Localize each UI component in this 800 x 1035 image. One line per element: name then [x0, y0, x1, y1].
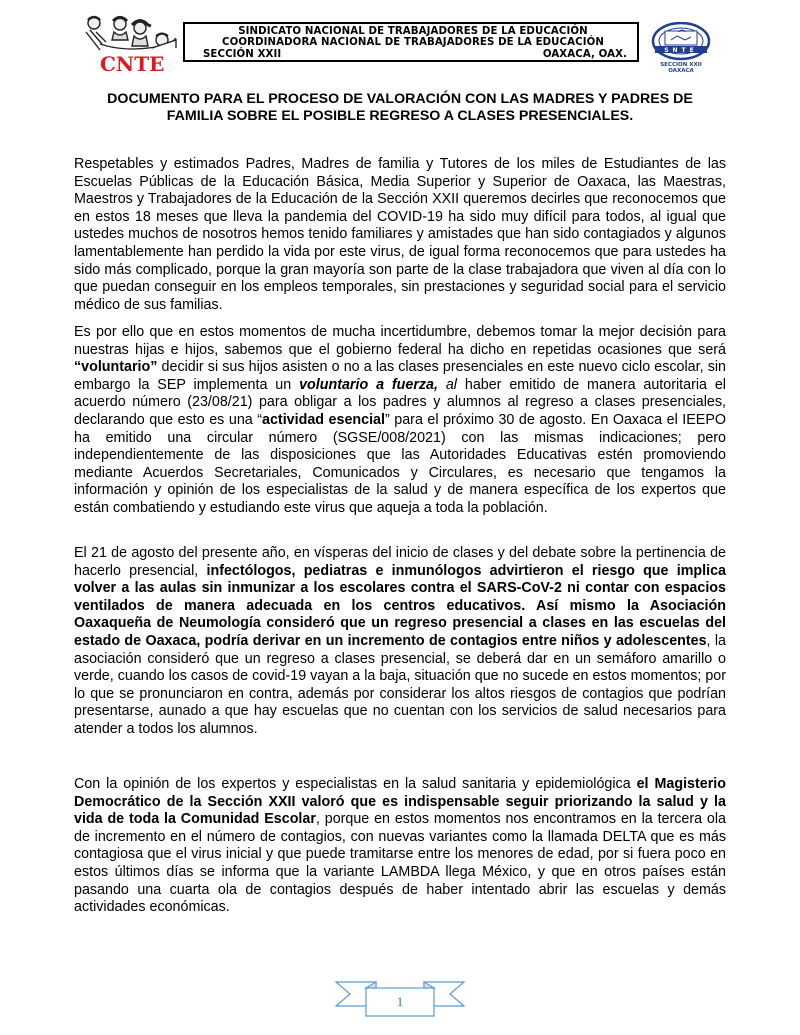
title-line-1: DOCUMENTO PARA EL PROCESO DE VALORACIÓN CON LAS MADRES Y PADRES DE: [107, 91, 693, 107]
paragraph-text: ” para el próximo 30 de agosto. En Oaxaca el IEEPO ha emitido una circular número (SGSE/008/2021) con las mismas indicaciones; pero independientemente de las disposiciones que las Autoridades Educativas estén promoviendo mediante Acuerdos Secretariales, Comunicados y Circulares, es necesario que tengamos la información y opinión de los especialistas de la salud y de manera específica de los expertos que están combatiendo y estudiando este virus que aqueja a toda la población.: [74, 411, 726, 516]
section-location-line: [195, 49, 631, 60]
cnte-wordmark: CNTE: [100, 52, 165, 76]
emphasis-voluntario-a-fuerza: voluntario a fuerza,: [299, 376, 438, 393]
letterhead: [0, 0, 800, 80]
paragraph-magisterio-position: [74, 776, 726, 917]
paragraph-text: , porque en estos momentos nos encontramos en la tercera ola de incremento en el número de contagios, con nuevas variantes como la llamada DELTA que es más contagiosa que el virus inicial y que puede tramitarse entre los menores de edad, por si fuera poco en estos últimos días se informa que la variante LAMBDA llega México, y que en otros países están pasando una cuarta ola de contagios después de haber intentado abrir las escuelas y demás actividades económicas.: [74, 811, 726, 916]
page-number-ribbon: [330, 978, 470, 1023]
emphasis-actividad-esencial: actividad esencial: [262, 411, 385, 428]
emphasis-experts-warning: infectólogos, pediatras e inmunólogos advirtieron el riesgo que implica volver a las aulas sin inmunizar a los escolares contra el SARS-CoV-2 ni contar con espacios ventilados de manera adecuada en los centros educativos. Así mismo la Asociación Oaxaqueña de Neumología consideró que un regreso presencial a clases en las escuelas del estado de Oaxaca, podría derivar en un incremento de contagios entre niños y adolescentes: [74, 562, 726, 649]
section-label: SECCIÓN XXII: [203, 48, 282, 60]
paragraph-text: decidir si sus hijos asisten o no a las clases presenciales en este nuevo ciclo escolar, sin embargo la SEP implementa un: [74, 359, 726, 393]
paragraph-text: Es por ello que en estos momentos de mucha incertidumbre, debemos tomar la mejor decisión para nuestras hijas e hijos, sabemos que el gobierno federal ha dicho en repetidas ocasiones que será: [74, 324, 726, 358]
document-title: [60, 91, 740, 125]
cnte-figures-icon: [80, 14, 180, 56]
paragraph-text: Respetables y estimados Padres, Madres de familia y Tutores de los miles de Estudiantes de las Escuelas Públicas de la Educación Básica, Media Superior y Superior de Oaxaca, las Maestras, Maestros y Trabajadores de la Educación de la Sección XXII queremos decirles que reconocemos que en estos 18 meses que lleva la pandemia del COVID-19 ha sido muy difícil para todos, al igual que ustedes muchos de nosotros hemos tenido familiares y amistades que han sido contagiados y algunos lamentablemente han perdido la vida por este virus, de igual forma reconocemos que para ustedes ha sido más complicado, porque la gran mayoría son parte de la clase trabajadora que viven al día con lo que puedan conseguir en los empleos temporales, sin prestaciones y seguridad social para el servicio médico de sus familias.: [74, 156, 726, 313]
snte-logo: [651, 22, 711, 74]
paragraph-text: El 21 de agosto del presente año, en vísperas del inicio de clases y del debate sobre la pertinencia de hacerlo presencial,: [74, 545, 726, 579]
location-label: OAXACA, OAX.: [542, 48, 627, 60]
emphasis-magisterio: el Magisterio Democrático de la Sección XXII valoró que es indispensable seguir priorizando la salud y la vida de toda la Comunidad Escolar: [74, 776, 726, 828]
page-number: 1: [396, 994, 404, 1009]
coordinator-name-line: COORDINADORA NACIONAL DE TRABAJADORES DE LA EDUCACIÓN: [222, 37, 604, 49]
cnte-logo: [80, 14, 180, 76]
emphasis-voluntario: “voluntario”: [74, 359, 158, 376]
paragraph-text-italic: al: [437, 376, 457, 393]
paragraph-text: haber emitido de manera autoritaria el acuerdo número (23/08/21) para obligar a los padres y alumnos al regreso a clases presenciales, declarando que esto es una “: [74, 376, 726, 428]
snte-caption-state: OAXACA: [668, 68, 694, 74]
paragraph-text: Con la opinión de los expertos y especialistas en la salud sanitaria y epidemiológica: [74, 776, 637, 792]
paragraph-greeting: [74, 156, 726, 314]
union-name-line: SINDICATO NACIONAL DE TRABAJADORES DE LA EDUCACIÓN: [238, 26, 588, 37]
letterhead-box: [183, 22, 639, 62]
paragraph-voluntary: [74, 324, 726, 518]
paragraph-text: , la asociación consideró que un regreso a clases presencial, se deberá dar en un semáforo amarillo o verde, cuando los casos de covid-19 vayan a la baja, situación que no sucede en estos momentos; por lo que se pronunciaron en contra, además por considerar los altos riesgos de contagios que podrían presentarse, aunado a que hay escuelas que no cuentan con los servicios de salud necesarios para atender a todos los alumnos.: [74, 632, 726, 737]
svg-text:SNTE: SNTE: [664, 47, 698, 54]
paragraph-experts-warning: [74, 545, 726, 739]
title-line-2: FAMILIA SOBRE EL POSIBLE REGRESO A CLASES PRESENCIALES.: [166, 108, 634, 124]
snte-seal-icon: [651, 22, 711, 62]
snte-caption-section: SECCION XXII: [660, 62, 702, 68]
